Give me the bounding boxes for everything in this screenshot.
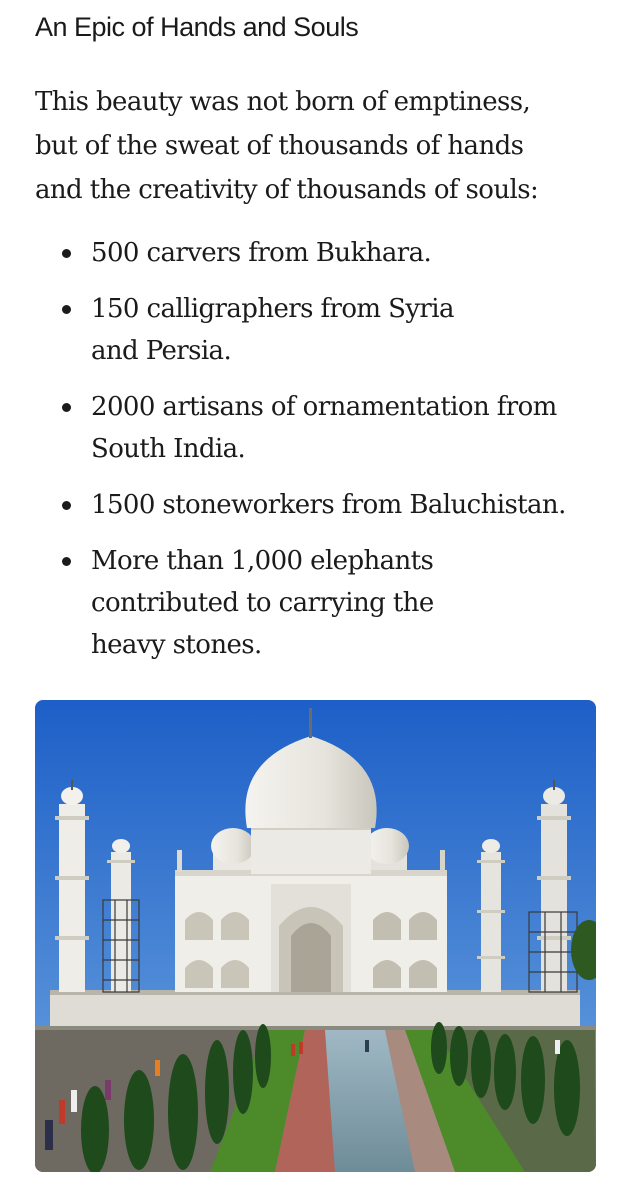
intro-line: This beauty was not born of emptiness, <box>35 87 531 117</box>
bullet-icon <box>62 249 71 258</box>
taj-mahal-illustration <box>35 700 596 1172</box>
taj-mahal-photo[interactable] <box>35 700 596 1172</box>
list-item <box>0 484 566 526</box>
bullet-icon <box>62 305 71 314</box>
list-item-text: 150 calligraphers from Syria <box>91 294 454 324</box>
list-item <box>0 288 566 372</box>
minaret-inner-right <box>477 839 505 992</box>
list-item <box>0 232 566 274</box>
intro-line: and the creativity of thousands of souls: <box>35 175 539 205</box>
plinth <box>50 992 580 1027</box>
list-item-text: More than 1,000 elephants <box>91 546 434 576</box>
bullet-icon <box>62 557 71 566</box>
intro-line: but of the sweat of thousands of hands <box>35 131 524 161</box>
list-item-text: contributed to carrying the <box>91 588 434 618</box>
list-item <box>0 386 566 470</box>
bullet-icon <box>62 403 71 412</box>
facts-list <box>0 232 566 680</box>
list-item-text: and Persia. <box>91 336 232 366</box>
bullet-icon <box>62 501 71 510</box>
list-item-text: 2000 artisans of ornamentation from <box>91 392 557 422</box>
list-item-text: 500 carvers from Bukhara. <box>91 238 432 268</box>
list-item-text: heavy stones. <box>91 630 262 660</box>
list-item-text: 1500 stoneworkers from Baluchistan. <box>91 490 566 520</box>
intro-paragraph <box>35 80 595 212</box>
article-heading: An Epic of Hands and Souls <box>35 12 359 42</box>
list-item <box>0 540 566 666</box>
list-item-text: South India. <box>91 434 246 464</box>
minaret-outer-left <box>55 780 89 992</box>
